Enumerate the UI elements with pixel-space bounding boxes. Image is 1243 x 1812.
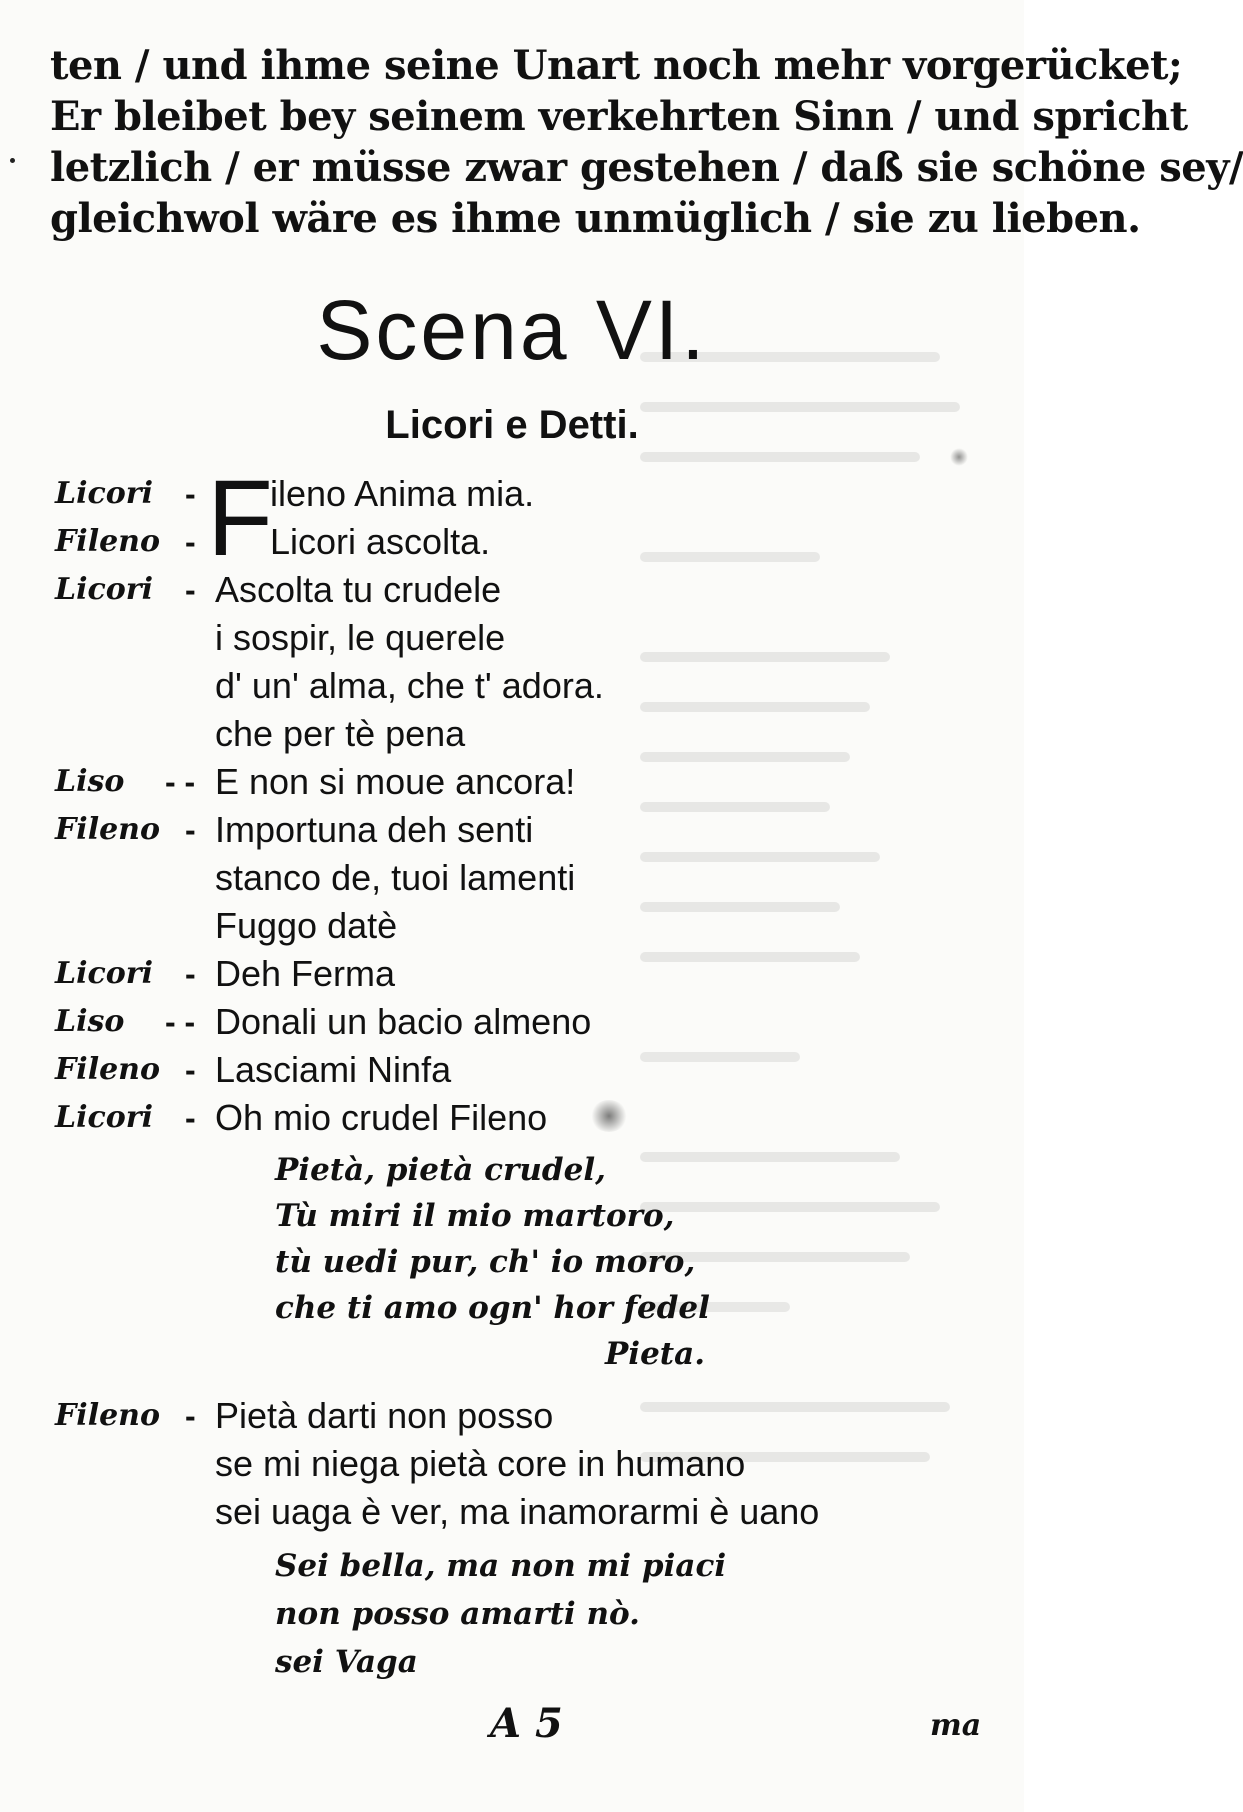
- dialogue-line: [0, 854, 1024, 902]
- verse-text: stanco de, tuoi lamenti: [215, 857, 576, 898]
- summary-line: letzlich / er müsse zwar gestehen / daß sie schöne sey/: [50, 144, 1243, 191]
- verse-text: Licori ascolta.: [270, 521, 491, 562]
- aria-line: [0, 1284, 1024, 1332]
- verse-text: se mi niega pietà core in humano: [215, 1443, 746, 1484]
- speaker-dash: -: [185, 1052, 196, 1088]
- aria-line: [0, 1542, 1024, 1590]
- german-summary-paragraph: [50, 40, 1243, 244]
- dialogue-line: [0, 566, 1024, 614]
- dialogue-line: [0, 1488, 1024, 1536]
- verse-text: Importuna deh senti: [215, 809, 534, 850]
- verse-text: sei uaga è ver, ma inamorarmi è uano: [215, 1491, 820, 1532]
- verse-text: d' un' alma, che t' adora.: [215, 665, 604, 706]
- margin-mark: [10, 158, 15, 163]
- summary-line: gleichwol wäre es ihme unmüglich / sie zu lieben.: [50, 195, 1141, 242]
- speaker-dash: -: [185, 1398, 196, 1434]
- verse-text: Ascolta tu crudele: [215, 569, 502, 610]
- summary-line: Er bleibet bey seinem verkehrten Sinn / und spricht: [50, 93, 1188, 140]
- aria-text: Pietà, pietà crudel,: [275, 1152, 606, 1188]
- aria-line: [0, 1192, 1024, 1240]
- speaker-name: Fileno: [55, 812, 160, 847]
- aria-text: non posso amarti nò.: [275, 1596, 640, 1632]
- aria-text: sei Vaga: [275, 1644, 418, 1680]
- dialogue-line: [0, 1392, 1024, 1440]
- verse-text: ileno Anima mia.: [270, 473, 535, 514]
- verse-text: Lasciami Ninfa: [215, 1049, 452, 1090]
- verse-text: i sospir, le querele: [215, 617, 506, 658]
- speaker-name: Fileno: [55, 1398, 160, 1433]
- speaker-dash: -: [185, 524, 196, 560]
- dialogue-line: [0, 1440, 1024, 1488]
- dialogue-line: [0, 518, 1024, 566]
- verse-text: Deh Ferma: [215, 953, 396, 994]
- aria-line: [0, 1638, 1024, 1686]
- dialogue-line: [0, 1094, 1024, 1142]
- aria-text: Tù miri il mio martoro,: [275, 1198, 675, 1234]
- aria-line: [0, 1146, 1024, 1194]
- verse-text: che per tè pena: [215, 713, 466, 754]
- aria-text: Pieta.: [605, 1336, 706, 1372]
- dialogue-line: [0, 806, 1024, 854]
- verse-text: Fuggo datè: [215, 905, 398, 946]
- ink-blot: [950, 448, 968, 466]
- aria-line: [0, 1590, 1024, 1638]
- dialogue-line: [0, 1046, 1024, 1094]
- dialogue-line: [0, 950, 1024, 998]
- dialogue-line: [0, 998, 1024, 1046]
- dialogue-line: [0, 902, 1024, 950]
- speaker-dash: -: [185, 812, 196, 848]
- aria-text: che ti amo ogn' hor fedel: [275, 1290, 710, 1326]
- speaker-name: Liso: [55, 1004, 125, 1039]
- aria-text: tù uedi pur, ch' io moro,: [275, 1244, 696, 1280]
- aria-line: [0, 1330, 1024, 1378]
- scene-characters: Licori e Detti.: [385, 403, 639, 447]
- speaker-dash: -: [185, 476, 196, 512]
- speaker-dash: - -: [165, 764, 196, 800]
- dialogue-line: [0, 758, 1024, 806]
- speaker-dash: -: [185, 956, 196, 992]
- drop-capital: F: [207, 457, 273, 578]
- speaker-name: Licori: [55, 1100, 153, 1135]
- summary-line: ten / und ihme seine Unart noch mehr vorgerücket;: [50, 42, 1183, 89]
- scene-heading: Scena VI.: [316, 283, 708, 377]
- verse-text: Donali un bacio almeno: [215, 1001, 592, 1042]
- dialogue-line: [0, 614, 1024, 662]
- speaker-dash: -: [185, 572, 196, 608]
- speaker-name: Fileno: [55, 1052, 160, 1087]
- verse-text: Oh mio crudel Fileno: [215, 1097, 548, 1138]
- speaker-name: Liso: [55, 764, 125, 799]
- speaker-name: Licori: [55, 476, 153, 511]
- verse-text: E non si moue ancora!: [215, 761, 576, 802]
- speaker-dash: -: [185, 1100, 196, 1136]
- catchword: ma: [930, 1708, 982, 1743]
- speaker-name: Fileno: [55, 524, 160, 559]
- verse-text: Pietà darti non posso: [215, 1395, 554, 1436]
- speaker-dash: - -: [165, 1004, 196, 1040]
- speaker-name: Licori: [55, 572, 153, 607]
- signature-mark: A 5: [490, 1700, 563, 1747]
- dialogue-line: [0, 662, 1024, 710]
- speaker-name: Licori: [55, 956, 153, 991]
- aria-text: Sei bella, ma non mi piaci: [275, 1548, 727, 1584]
- dialogue-line: [0, 710, 1024, 758]
- aria-line: [0, 1238, 1024, 1286]
